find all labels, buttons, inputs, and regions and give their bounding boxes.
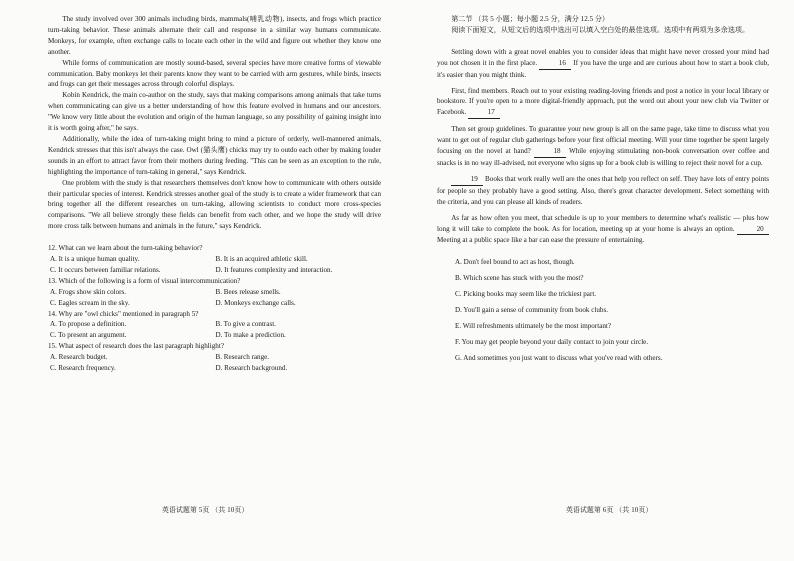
- left-column: [48, 14, 381, 374]
- passage-paragraph-3: Kobin Kendrick, the main co-author on the study, says that making comparisons among animals that take turns when communicating can give us a better understanding of how this feature evolved in humans and our ancestors. "We know very little about the evolution and origin of the human language, so any possibility of gaining insight into it is worth going after," he says.: [48, 91, 381, 133]
- blank-17[interactable]: 17: [468, 107, 500, 119]
- option-c[interactable]: C. Research frequency.: [50, 364, 116, 373]
- option-g[interactable]: G. And sometimes you just want to discuss what you've read with others.: [455, 353, 663, 362]
- passage-paragraph-4: Additionally, while the idea of turn-taking might bring to mind a picture of orderly, well-mannered animals, Kendrick stresses that this isn't always the case. Owl (猫头鹰) chicks may try to outdo each other by making louder sounds in an effort to attract favor from their mothers during feeding. "This can be seen as an exception to the rule, highlighting the importance of turn-taking in general," says Kendrick.: [48, 134, 381, 176]
- blank-16[interactable]: 16: [539, 58, 571, 70]
- option-a[interactable]: A. To propose a definition.: [50, 320, 127, 329]
- option-c[interactable]: C. Eagles scream in the sky.: [50, 298, 130, 307]
- question-options: [48, 352, 381, 363]
- blank-18[interactable]: 18: [534, 146, 566, 158]
- paragraph-text: Settling down with a great novel enables you to consider ideas that might have never crossed your mind had you not chosen it in the first place.: [437, 47, 769, 67]
- question-options: [48, 287, 381, 298]
- right-column: [437, 14, 769, 369]
- passage-paragraph-5: One problem with the study is that researchers themselves don't know how to communicate with others outside their particular species of interest. Kendrick stresses another goal of the study is to create a wider framework that can bring together all the different researches on turn-taking, allowing scientists to conduct more cross-species comparisons. "We all believe strongly these fields can benefit from each other, and we hope the study will drive more cross talk between humans and animals in the future," says Kendrick.: [48, 178, 381, 231]
- question-options: [48, 363, 381, 374]
- cloze-paragraph-3: [437, 124, 769, 169]
- question-14: [48, 309, 381, 342]
- question-options: [48, 330, 381, 341]
- section-title: 第二节 （共 5 小题；每小题 2.5 分，满分 12.5 分）: [451, 15, 610, 23]
- option-f[interactable]: F. You may get people beyond your daily contact to join your circle.: [455, 337, 649, 346]
- option-d[interactable]: D. You'll gain a sense of community from book clubs.: [455, 306, 608, 315]
- option-c[interactable]: C. Picking books may seem like the trickiest part.: [455, 290, 597, 299]
- question-options: [48, 298, 381, 309]
- cloze-paragraph-5: [437, 213, 769, 247]
- option-a[interactable]: A. Don't feel bound to act as host, though.: [455, 258, 575, 267]
- option-e[interactable]: E. Will refreshments ultimately be the most important?: [455, 321, 612, 330]
- cloze-paragraph-1: [437, 47, 769, 81]
- option-b[interactable]: B. It is an acquired athletic skill.: [215, 255, 308, 264]
- option-c[interactable]: C. To present an argument.: [50, 331, 127, 340]
- paragraph-text: Books that work really well are the ones that help you reflect on self. They have lots of entry points for people so they probably have a good setting. Also, there's great character development. Select something with the criteria, and you can please all kinds of readers.: [437, 174, 769, 206]
- paragraph-text: Meeting at a public space like a bar can ease the pressure of entertaining.: [437, 236, 645, 245]
- cloze-paragraph-2: [437, 86, 769, 120]
- question-12: [48, 243, 381, 276]
- question-13: [48, 276, 381, 309]
- question-stem: 14. Why are "owl chicks" mentioned in paragraph 5?: [48, 309, 199, 318]
- option-b[interactable]: B. To give a contrast.: [215, 320, 276, 329]
- paragraph-text: While enjoying stimulating non-book conversation over coffee and snacks is in no way ill-advised, not everyone who signs up for a book club is willing to reject their novel for a cup.: [437, 147, 769, 167]
- page-footer-left: 英语试题第 5页 （共 10页）: [162, 507, 249, 514]
- option-d[interactable]: D. Monkeys exchange calls.: [215, 298, 296, 307]
- answer-options: [437, 257, 769, 363]
- question-stem: 13. Which of the following is a form of visual intercommunication?: [48, 276, 241, 285]
- question-15: [48, 341, 381, 374]
- paragraph-text: First, find members. Reach out to your existing reading-loving friends and post a notice in your local library or bookstore. If you're open to a more digital-friendly approach, put the word out about your new club via Twitter or Facebook.: [437, 86, 769, 117]
- option-d[interactable]: D. To make a prediction.: [215, 331, 286, 340]
- option-c[interactable]: C. It occurs between familiar relations.: [50, 265, 161, 274]
- option-a[interactable]: A. Frogs show skin colors.: [50, 287, 127, 296]
- paragraph-text: As far as how often you meet, that schedule is up to your members to determine what's realistic — plus how long it will take to complete the book. As for location, meeting up at your home is always an option.: [437, 213, 769, 233]
- question-stem: 12. What can we learn about the turn-taking behavior?: [48, 244, 203, 253]
- passage-paragraph-2: While forms of communication are mostly sound-based, several species have more creative forms of viewable communication. Baby monkeys let their parents know they want to be carried with arm gestures, while birds, insects and frogs can get their messages across through colorful displays.: [48, 58, 381, 89]
- option-d[interactable]: D. Research background.: [215, 364, 288, 373]
- passage-paragraph-1: The study involved over 300 animals including birds, mammals(哺乳动物), insects, and frogs which practice turn-taking behavior. These animals alternate their call and response in a similar way humans communicate. Monkeys, for example, often exchange calls to locate each other in the wild and figure out whether they know one another.: [48, 15, 381, 56]
- option-a[interactable]: A. It is a unique human quality.: [50, 255, 140, 264]
- page-footer-right: 英语试题第 6页 （共 10页）: [566, 507, 653, 514]
- paragraph-text: Then set group guidelines. To guarantee your new group is all on the same page, take time to discuss what you want to get out of regular club gatherings before your first official meeting. Will your time together be spent largely focusing on the novel at hand?: [437, 125, 769, 156]
- section-instructions: 阅读下面短文，从短文后的选项中选出可以填入空白处的最佳选项。选项中有两项为多余选项。: [451, 25, 750, 34]
- blank-20[interactable]: 20: [737, 224, 769, 236]
- option-b[interactable]: B. Which scene has stuck with you the most?: [455, 274, 584, 283]
- question-options: [48, 319, 381, 330]
- option-b[interactable]: B. Research range.: [215, 353, 270, 362]
- option-a[interactable]: A. Research budget.: [50, 353, 108, 362]
- option-b[interactable]: B. Bees release smells.: [215, 287, 281, 296]
- option-d[interactable]: D. It features complexity and interaction.: [215, 265, 333, 274]
- question-options: [48, 254, 381, 265]
- question-stem: 15. What aspect of research does the last paragraph highlight?: [48, 342, 224, 351]
- cloze-paragraph-4: [437, 174, 769, 208]
- question-options: [48, 265, 381, 276]
- blank-19[interactable]: 19: [451, 174, 483, 186]
- paragraph-text: If you have the urge and are curious about how to start a book club, it's easier than you might think.: [437, 58, 769, 79]
